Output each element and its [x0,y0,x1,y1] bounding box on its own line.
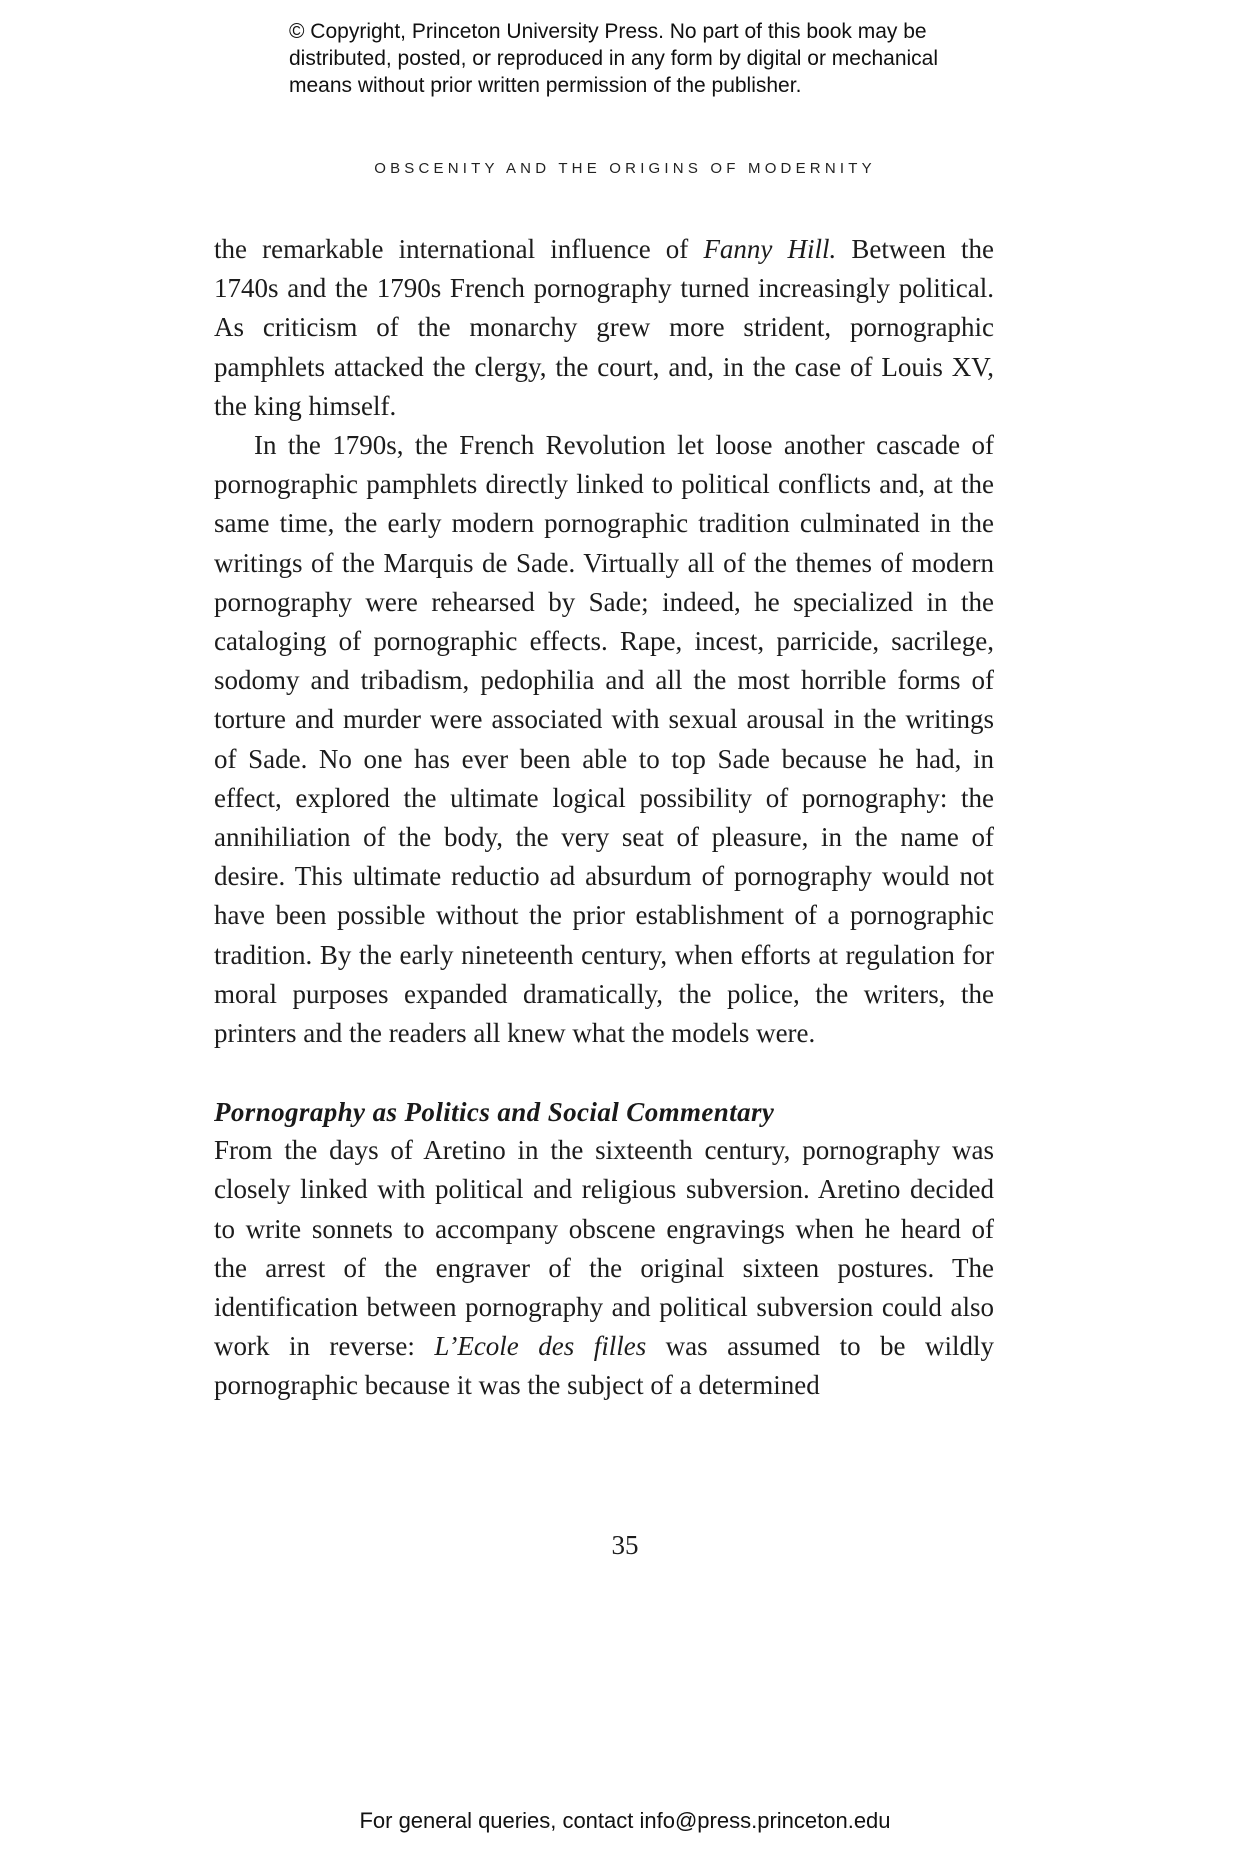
paragraph-text: was assumed to be wildly pornographic because it was the subject of a determined [214,1331,994,1401]
copyright-notice [289,18,1009,99]
page-number: 35 [611,1530,639,1560]
footer-contact: For general queries, contact info@press.princeton.edu [359,1808,891,1833]
book-title: L’Ecole des filles [434,1331,647,1362]
paragraph-text: From the days of Aretino in the sixteenth century, pornography was closely linked with political and religious subversion. Aretino decided to write sonnets to accompany obscene engravings when he heard of the arrest of the engraver of the original sixteen postures. The identification between pornography and political subversion could also work in reverse: [214,1135,994,1362]
paragraph-text: Between the 1740s and the 1790s French pornography turned increasingly political. As criticism of the monarchy grew more strident, pornographic pamphlets attacked the clergy, the court, and, in the case of Louis XV, the king himself. [214,234,994,421]
section-heading: Pornography as Politics and Social Commentary [214,1097,775,1128]
copyright-line: means without prior written permission of the publisher. [289,74,802,97]
paragraph-text: the remarkable international influence of [214,234,704,264]
copyright-line: distributed, posted, or reproduced in any form by digital or mechanical [289,47,939,70]
paragraph-continued [214,230,994,426]
running-head: OBSCENITY AND THE ORIGINS OF MODERNITY [374,160,876,177]
copyright-line: © Copyright, Princeton University Press. No part of this book may be [289,20,927,43]
body-text [214,230,994,1406]
book-title: Fanny Hill. [703,234,837,264]
paragraph [214,1131,994,1405]
paragraph: In the 1790s, the French Revolution let loose another cascade of pornographic pamphlets directly linked to political conflicts and, at the same time, the early modern pornographic tradition culminated in the writings of the Marquis de Sade. Virtually all of the themes of modern pornography were rehearsed by Sade; indeed, he specialized in the cataloging of pornographic effects. Rape, incest, parricide, sacrilege, sodomy and tribadism, pedophilia and all the most horrible forms of torture and murder were associated with sexual arousal in the writings of Sade. No one has ever been able to top Sade because he had, in effect, explored the ultimate logical possibility of pornography: the annihiliation of the body, the very seat of pleasure, in the name of desire. This ultimate reductio ad absurdum of pornography would not have been possible without the prior establishment of a pornographic tradition. By the early nineteenth century, when efforts at regulation for moral purposes expanded dramatically, the police, the writers, the printers and the readers all knew what the models were. [214,430,994,1049]
